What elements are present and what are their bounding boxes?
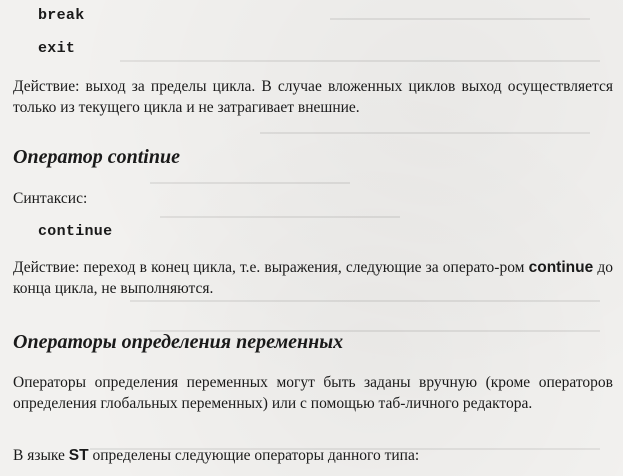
paragraph-st-text-a: В языке	[13, 447, 69, 464]
paragraph-continue-action	[13, 257, 613, 299]
code-break: break	[38, 7, 85, 24]
code-continue: continue	[38, 223, 113, 240]
code-exit: exit	[38, 40, 76, 57]
paragraph-continue-text-a: Действие: переход в конец цикла, т.е. выражения, следующие за операто-ром	[13, 259, 529, 276]
heading-continue: Оператор continue	[13, 146, 180, 168]
heading-variables: Операторы определения переменных	[13, 331, 344, 353]
paragraph-break-action: Действие: выход за пределы цикла. В случае вложенных циклов выход осуществляется только из текущего цикла и не затрагивает внешние.	[13, 78, 613, 116]
syntax-label: Синтаксис:	[13, 190, 88, 207]
paragraph-st-operators	[13, 445, 613, 466]
keyword-continue: continue	[528, 259, 594, 276]
paragraph-continue-text-b: до конца цикла, не выполняются.	[13, 259, 613, 297]
keyword-st: ST	[68, 447, 89, 464]
paragraph-variables: Операторы определения переменных могут быть заданы вручную (кроме операторов определения глобальных переменных) или с помощью таб-личного редактора.	[13, 374, 613, 412]
paragraph-st-text-b: определены следующие операторы данного типа:	[88, 447, 420, 464]
